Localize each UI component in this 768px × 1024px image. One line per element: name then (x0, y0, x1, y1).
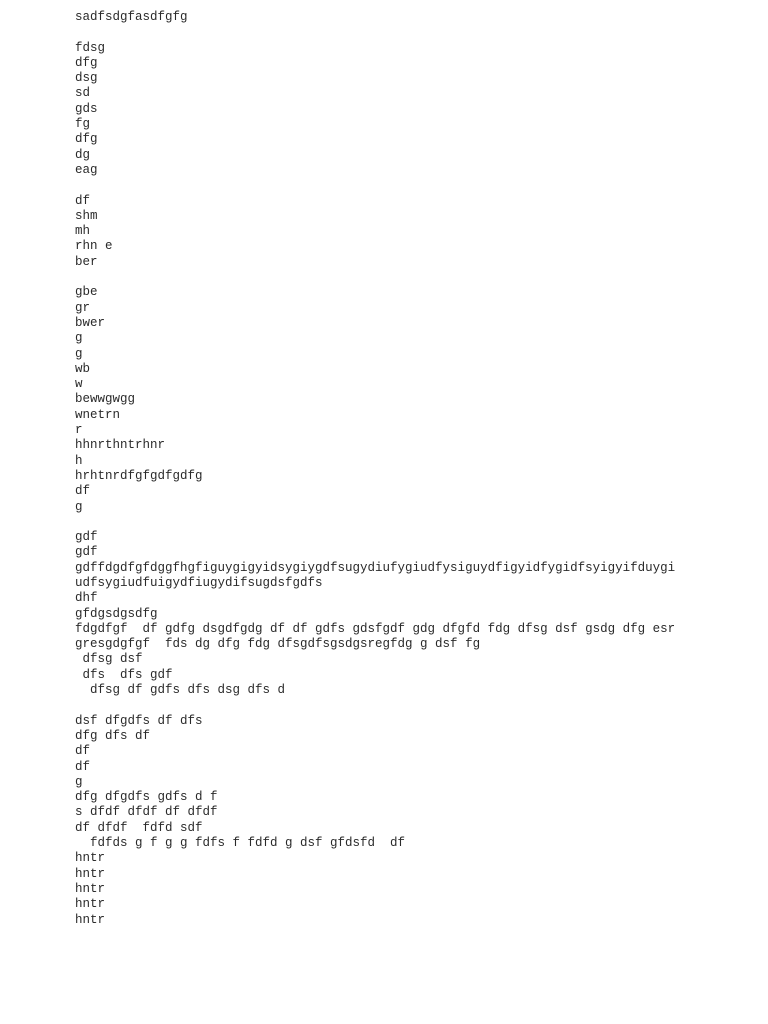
text-line: dfg (75, 132, 98, 147)
text-line (75, 698, 755, 713)
text-line: dfg (75, 55, 98, 70)
text-line (75, 25, 755, 40)
text-line: eag (75, 162, 98, 177)
text-line: h (75, 453, 83, 468)
text-line: hrhtnrdfgfgdfgdfg (75, 468, 203, 483)
text-line: gdffdgdfgfdggfhgfiguygigyidsygiygdfsugydiufygiudfysiguydfigyidfygidfsyigyifduygi (75, 560, 676, 575)
text-line: gdf (75, 545, 98, 560)
text-line: bewwgwgg (75, 392, 136, 407)
text-line: fdgdfgf df gdfg dsgdfgdg df df gdfs gdsfgdf gdg dfgfd fdg dfsg dsf gsdg dfg esr (75, 621, 676, 636)
text-line: dfg dfs df (75, 728, 151, 743)
text-line: g (75, 331, 83, 346)
text-line: wnetrn (75, 407, 121, 422)
text-line: sadfsdgfasdfgfg (75, 10, 188, 24)
text-line: df (75, 744, 91, 759)
text-line: dsg (75, 71, 98, 86)
text-line: shm (75, 208, 98, 223)
text-line: fdfds g f g g fdfs f fdfd g dsf gfdsfd df (75, 836, 406, 851)
text-line: dfsg dsf (75, 652, 143, 667)
text-line: gbe (75, 285, 98, 300)
text-line: fdsg (75, 40, 106, 55)
text-line: wb (75, 361, 91, 376)
text-line (75, 178, 755, 193)
text-line: dfs dfs gdf (75, 667, 173, 682)
text-line: hntr (75, 897, 106, 912)
text-line: dfsg df gdfs dfs dsg dfs d (75, 683, 286, 698)
text-line: ber (75, 254, 98, 269)
text-line: fg (75, 117, 91, 132)
text-line: gr (75, 300, 91, 315)
text-line: dhf (75, 591, 98, 606)
text-line: r (75, 423, 83, 438)
text-line: mh (75, 224, 91, 239)
text-line: df (75, 193, 91, 208)
text-line: rhn e (75, 239, 113, 254)
text-line: df dfdf fdfd sdf (75, 820, 203, 835)
text-line (75, 515, 755, 530)
text-line: udfsygiudfuigydfiugydifsugdsfgdfs (75, 575, 323, 590)
text-line: dsf dfgdfs df dfs (75, 713, 203, 728)
text-line: df (75, 484, 91, 499)
document-body (75, 10, 755, 928)
text-line: w (75, 377, 83, 392)
text-line: sd (75, 86, 91, 101)
text-line: gds (75, 101, 98, 116)
text-line: df (75, 759, 91, 774)
text-line: dg (75, 147, 91, 162)
text-line: hntr (75, 881, 106, 896)
text-line: dfg dfgdfs gdfs d f (75, 790, 218, 805)
text-line: gfdgsdgsdfg (75, 606, 158, 621)
text-line: gdf (75, 530, 98, 545)
text-line: gresgdgfgf fds dg dfg fdg dfsgdfsgsdgsregfdg g dsf fg (75, 637, 481, 652)
text-line: hhnrthntrhnr (75, 438, 166, 453)
text-line: s dfdf dfdf df dfdf (75, 805, 218, 820)
text-line: hntr (75, 866, 106, 881)
text-line (75, 270, 755, 285)
text-line: bwer (75, 315, 106, 330)
text-line: hntr (75, 851, 106, 866)
text-line: g (75, 346, 83, 361)
text-line: g (75, 499, 83, 514)
text-line: g (75, 774, 83, 789)
text-line: hntr (75, 912, 106, 927)
